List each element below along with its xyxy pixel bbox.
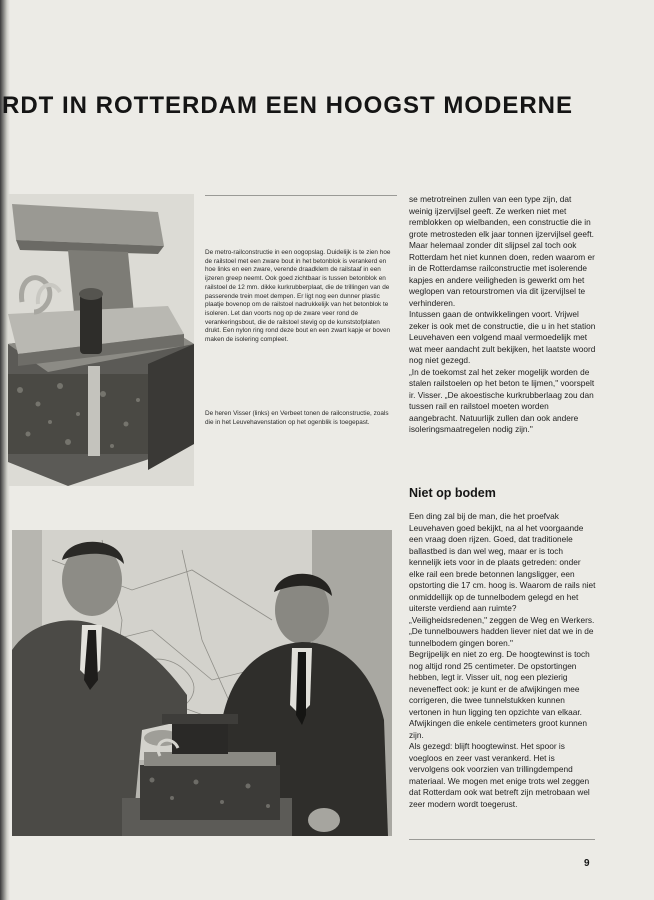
article-column-top [409, 194, 597, 436]
caption-rule [205, 195, 397, 196]
body-paragraph: Maar helemaal zonder dit slijpsel zal toch ook Rotterdam het niet kunnen doen, reden waarom er in de Rotterdamse railconstructie met isolerende kapjes en andere veiligheden is gewerkt om het weglopen van retourstromen via dit ijzervijlsel te verhinderen. [409, 240, 595, 308]
body-paragraph: Begrijpelijk en niet zo erg. De hoogtewinst is toch nog altijd rond 25 centimeter. De opstortingen hebben, legt ir. Visser uit, nog een plezierig neveneffect ook: je kunt er de afwijkingen mee corrigeren, die twee tunnelstukken kunnen vertonen in hun ligging ten opzichte van elkaar. Afwijkingen die enkele centimeters groot kunnen zijn. [409, 649, 590, 740]
page-number: 9 [584, 858, 590, 869]
body-paragraph: „Veiligheidsredenen," zeggen de Weg en Werkers. „De tunnelbouwers hadden liever niet dat we in de tunnelbodem gingen boren." [409, 614, 595, 648]
caption-visser-verbeet: De heren Visser (links) en Verbeet tonen de railconstructie, zoals die in het Leuvehavenstation op het ogenblik is toegepast. [205, 410, 389, 426]
body-paragraph: Intussen gaan de ontwikkelingen voort. Vrijwel zeker is ook met de constructie, die u in het station Leuvehaven een volgend maal vermoedelijk met wat meer aandacht zult bekijken, het laatste woord nog niet gezegd. [409, 309, 596, 365]
body-paragraph: Een ding zal bij de man, die het proefvak Leuvehaven goed bekijkt, na al het voorgaande een vraag doen rijzen. Goed, dat traditionele ballastbed is dan wel weg, maar er is toch kennelijk iets voor in de plaats getreden: onder elke rail een brede betonnen langsligger, een opstorting die 17 cm. hoog is. Waarom de rails niet onmiddellijk op de tunnelbodem gelegd en het uiterste verdiend aan ruimte? [409, 511, 596, 613]
body-paragraph: „In de toekomst zal het zeker mogelijk worden de stalen railstoelen op het beton te lijmen," voorspelt ir. Visser. „De akoestische kurkrubberlaag zou dan tussen rail en railstoel moeten worden aangebracht. Natuurlijk zullen dan ook andere isoleringsmaatregelen nodig zijn." [409, 366, 595, 434]
article-column-bottom [409, 511, 597, 810]
visser-verbeet-photo [12, 530, 392, 836]
body-paragraph: Als gezegd: blijft hoogtewinst. Het spoor is voegloos en zeer vast verankerd. Het is vervolgens ook voorzien van trillingdempend materiaal. We mogen met enige trots wel zeggen dat Rotterdam ook wat betreft zijn metrobaan wel zeer modern wordt toegerust. [409, 741, 590, 809]
section-heading: Niet op bodem [409, 486, 496, 500]
body-paragraph: se metrotreinen zullen van een type zijn, dat weinig ijzervijlsel geeft. Ze werken niet met remblokken op wielbanden, een constructie die in grote metrosteden elk jaar tonnen ijzervijlsel geeft. [409, 194, 594, 239]
caption-rail-construction: De metro-railconstructie in een oogopslag. Duidelijk is te zien hoe de railstoel met een zware bout in het betonblok is verankerd en hoe links en een zware, verende draadklem de railstaaf in een ijzeren greep neemt. Ook goed zichtbaar is tussen betonblok en railstoel de 12 mm. dikke kurkrubberplaat, die de trillingen van de passerende trein moet dempen. Er ligt nog een dunner plastic plaatje bovenop om de railstoel nadrukkelijk van het betonblok te isoleren. Let dan voorts nog op de zware veer rond de verankeringsbout, die de railstoel stevig op de kunststofplaten drukt. Een nylon ring rond deze bout en een zwart kapje er boven maken de isolering compleet. [205, 249, 391, 344]
rail-construction-photo [8, 194, 194, 486]
headline: RDT IN ROTTERDAM EEN HOOGST MODERNE [2, 92, 574, 119]
footer-rule [409, 839, 595, 840]
